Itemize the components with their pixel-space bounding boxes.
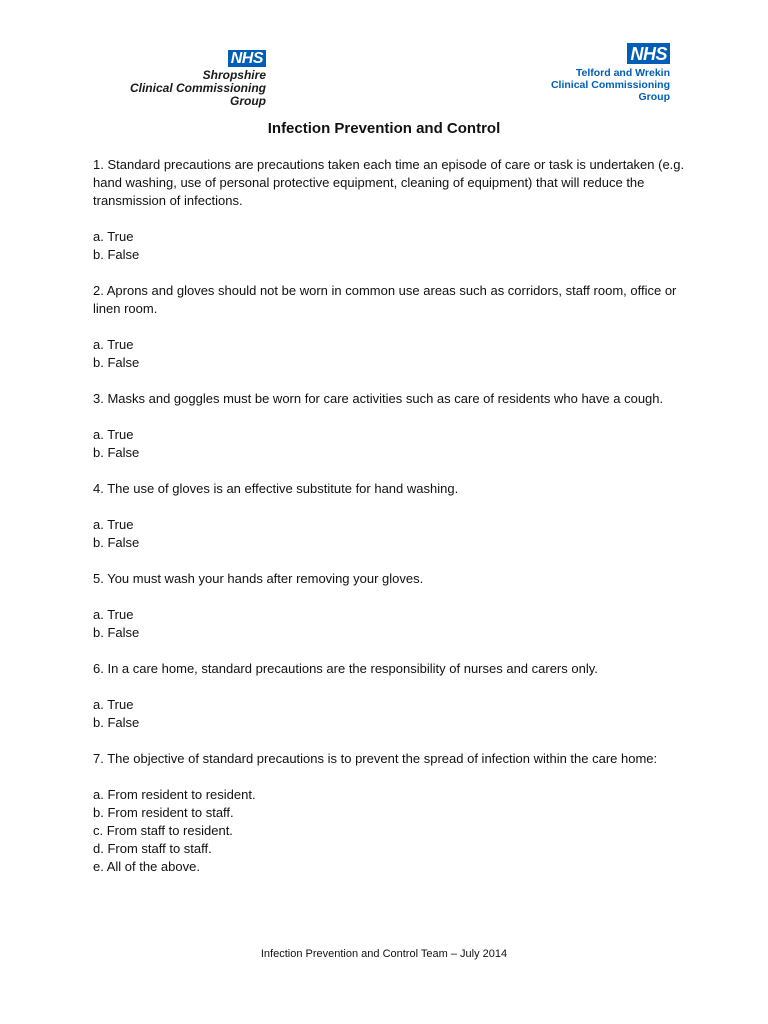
question-6-option-a: a. True: [93, 697, 134, 712]
question-2-option-b: b. False: [93, 355, 140, 370]
question-3: 3. Masks and goggles must be worn for care activities such as care of residents who have a cough.: [93, 391, 664, 406]
shropshire-ccg-logo: [92, 50, 266, 108]
question-4-option-a: a. True: [93, 517, 134, 532]
logo-right-line2: Clinical Commissioning Group: [550, 79, 670, 103]
question-6-option-b: b. False: [93, 715, 140, 730]
question-7-option-e: e. All of the above.: [93, 859, 200, 874]
logo-right-line1: Telford and Wrekin: [575, 67, 670, 79]
question-4: 4. The use of gloves is an effective substitute for hand washing.: [93, 481, 459, 496]
question-1-option-a: a. True: [93, 229, 134, 244]
page-title: Infection Prevention and Control: [267, 120, 501, 137]
question-2-option-a: a. True: [93, 337, 134, 352]
question-4-option-b: b. False: [93, 535, 140, 550]
question-7-option-a: a. From resident to resident.: [93, 787, 256, 802]
question-7-option-c: c. From staff to resident.: [93, 823, 233, 838]
question-5-option-a: a. True: [93, 607, 134, 622]
question-7: 7. The objective of standard precautions is to prevent the spread of infection within the care home:: [93, 751, 658, 766]
question-3-option-b: b. False: [93, 445, 140, 460]
logo-left-line1: Shropshire: [202, 68, 266, 82]
question-5: 5. You must wash your hands after removing your gloves.: [93, 571, 424, 586]
question-6: 6. In a care home, standard precautions are the responsibility of nurses and carers only.: [93, 661, 598, 676]
question-5-option-b: b. False: [93, 625, 140, 640]
telford-wrekin-ccg-logo: [524, 43, 670, 103]
nhs-badge-right: NHS: [627, 43, 670, 64]
question-1-option-b: b. False: [93, 247, 140, 262]
question-7-option-b: b. From resident to staff.: [93, 805, 234, 820]
question-list: [93, 156, 693, 876]
nhs-badge-left: NHS: [228, 50, 266, 67]
question-1: 1. Standard precautions are precautions taken each time an episode of care or task is undertaken (e.g. hand washing, use of personal protective equipment, cleaning of equipment) that will reduce the transmission of infections.: [93, 157, 685, 208]
question-3-option-a: a. True: [93, 427, 134, 442]
logo-left-line2: Clinical Commissioning Group: [129, 81, 266, 108]
question-2: 2. Aprons and gloves should not be worn in common use areas such as corridors, staff room, office or linen room.: [93, 283, 677, 316]
question-7-option-d: d. From staff to staff.: [93, 841, 212, 856]
page-footer: Infection Prevention and Control Team – July 2014: [260, 948, 508, 960]
